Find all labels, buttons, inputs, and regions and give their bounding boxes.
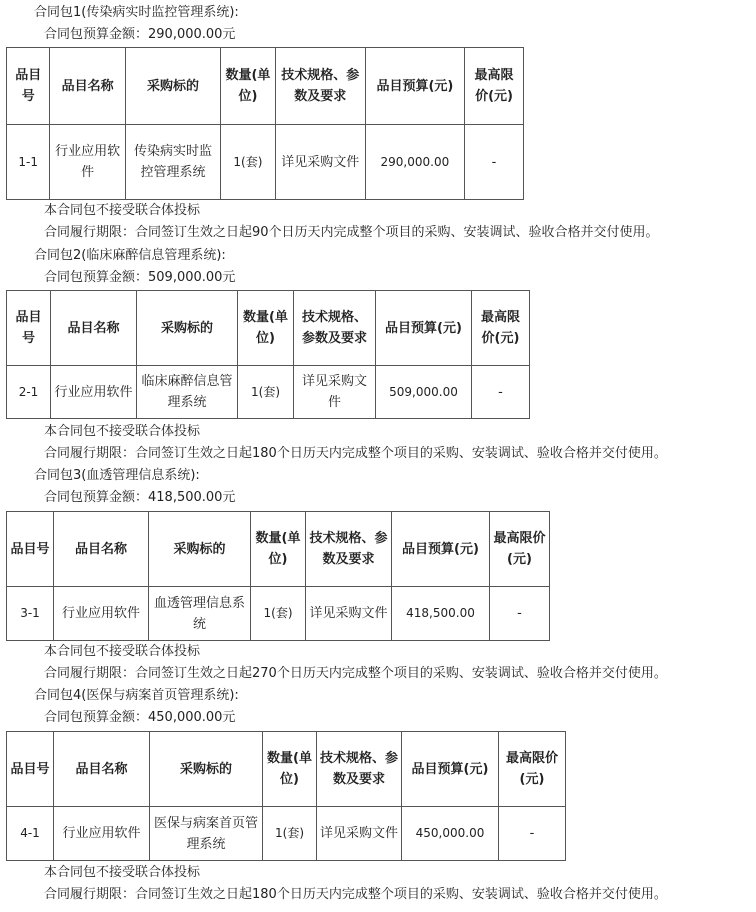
cell-max-price: -: [465, 125, 524, 200]
header-item-name: 品目名称: [51, 291, 137, 366]
header-spec: 技术规格、参数及要求: [294, 291, 376, 366]
package-4-term: 合同履行期限：合同签订生效之日起180个日历天内完成整个项目的采购、安装调试、验收合格并交付使用。: [44, 887, 667, 902]
cell-max-price: -: [490, 587, 550, 641]
header-subject: 采购标的: [137, 291, 238, 366]
table-row: [7, 587, 550, 641]
package-3-title: 合同包3(血透管理信息系统):: [34, 468, 200, 483]
cell-item-name: 行业应用软件: [50, 125, 125, 200]
header-spec: 技术规格、参数及要求: [275, 48, 365, 125]
table-row: [7, 366, 530, 419]
header-subject: 采购标的: [125, 48, 220, 125]
cell-spec: 详见采购文件: [275, 125, 365, 200]
package-4-title: 合同包4(医保与病案首页管理系统):: [34, 688, 239, 703]
cell-budget: 418,500.00: [392, 587, 490, 641]
package-1-table: [6, 47, 524, 200]
cell-max-price: -: [499, 807, 566, 861]
cell-item-name: 行业应用软件: [54, 807, 150, 861]
package-1-budget: 合同包预算金额：290,000.00元: [44, 27, 236, 42]
package-3-consortium: 本合同包不接受联合体投标: [44, 644, 201, 659]
table-row: [7, 125, 524, 200]
cell-item-name: 行业应用软件: [54, 587, 149, 641]
table-header-row: [7, 512, 550, 587]
header-spec: 技术规格、参数及要求: [306, 512, 392, 587]
cell-item-no: 4-1: [7, 807, 54, 861]
cell-item-no: 1-1: [7, 125, 50, 200]
package-1-consortium: 本合同包不接受联合体投标: [44, 203, 201, 218]
cell-item-no: 3-1: [7, 587, 54, 641]
cell-budget: 509,000.00: [376, 366, 472, 419]
cell-budget: 290,000.00: [365, 125, 464, 200]
cell-subject: 临床麻醉信息管理系统: [137, 366, 238, 419]
header-subject: 采购标的: [150, 732, 263, 807]
cell-quantity: 1(套): [263, 807, 317, 861]
table-row: [7, 807, 566, 861]
header-max-price: 最高限价(元): [499, 732, 566, 807]
table-header-row: [7, 48, 524, 125]
cell-item-no: 2-1: [7, 366, 51, 419]
header-item-no: 品目号: [7, 732, 54, 807]
package-3-table: [6, 511, 550, 641]
header-item-name: 品目名称: [50, 48, 125, 125]
cell-subject: 血透管理信息系统: [149, 587, 251, 641]
package-4-table: [6, 731, 566, 861]
header-item-no: 品目号: [7, 48, 50, 125]
header-item-no: 品目号: [7, 291, 51, 366]
header-budget: 品目预算(元): [376, 291, 472, 366]
header-max-price: 最高限价(元): [472, 291, 530, 366]
package-2-consortium: 本合同包不接受联合体投标: [44, 424, 201, 439]
header-max-price: 最高限价(元): [465, 48, 524, 125]
header-item-no: 品目号: [7, 512, 54, 587]
package-3-term: 合同履行期限：合同签订生效之日起270个日历天内完成整个项目的采购、安装调试、验收合格并交付使用。: [44, 666, 667, 681]
package-2-title: 合同包2(临床麻醉信息管理系统):: [34, 248, 226, 263]
header-budget: 品目预算(元): [402, 732, 499, 807]
header-item-name: 品目名称: [54, 732, 150, 807]
cell-quantity: 1(套): [238, 366, 294, 419]
header-spec: 技术规格、参数及要求: [317, 732, 402, 807]
package-1-title: 合同包1(传染病实时监控管理系统):: [34, 5, 239, 20]
cell-spec: 详见采购文件: [317, 807, 402, 861]
cell-quantity: 1(套): [221, 125, 276, 200]
cell-subject: 传染病实时监控管理系统: [125, 125, 220, 200]
header-quantity: 数量(单位): [221, 48, 276, 125]
package-2-budget: 合同包预算金额：509,000.00元: [44, 270, 236, 285]
table-header-row: [7, 732, 566, 807]
package-2-table: [6, 290, 530, 419]
cell-item-name: 行业应用软件: [51, 366, 137, 419]
cell-max-price: -: [472, 366, 530, 419]
package-3-budget: 合同包预算金额：418,500.00元: [44, 490, 236, 505]
header-max-price: 最高限价(元): [490, 512, 550, 587]
package-1-term: 合同履行期限：合同签订生效之日起90个日历天内完成整个项目的采购、安装调试、验收合格并交付使用。: [44, 225, 659, 240]
table-header-row: [7, 291, 530, 366]
header-subject: 采购标的: [149, 512, 251, 587]
header-quantity: 数量(单位): [251, 512, 306, 587]
header-item-name: 品目名称: [54, 512, 149, 587]
header-budget: 品目预算(元): [392, 512, 490, 587]
header-quantity: 数量(单位): [238, 291, 294, 366]
cell-spec: 详见采购文件: [306, 587, 392, 641]
header-quantity: 数量(单位): [263, 732, 317, 807]
package-2-term: 合同履行期限：合同签订生效之日起180个日历天内完成整个项目的采购、安装调试、验收合格并交付使用。: [44, 446, 667, 461]
package-4-budget: 合同包预算金额：450,000.00元: [44, 710, 236, 725]
cell-quantity: 1(套): [251, 587, 306, 641]
package-4-consortium: 本合同包不接受联合体投标: [44, 865, 201, 880]
cell-spec: 详见采购文件: [294, 366, 376, 419]
cell-subject: 医保与病案首页管理系统: [150, 807, 263, 861]
cell-budget: 450,000.00: [402, 807, 499, 861]
header-budget: 品目预算(元): [365, 48, 464, 125]
